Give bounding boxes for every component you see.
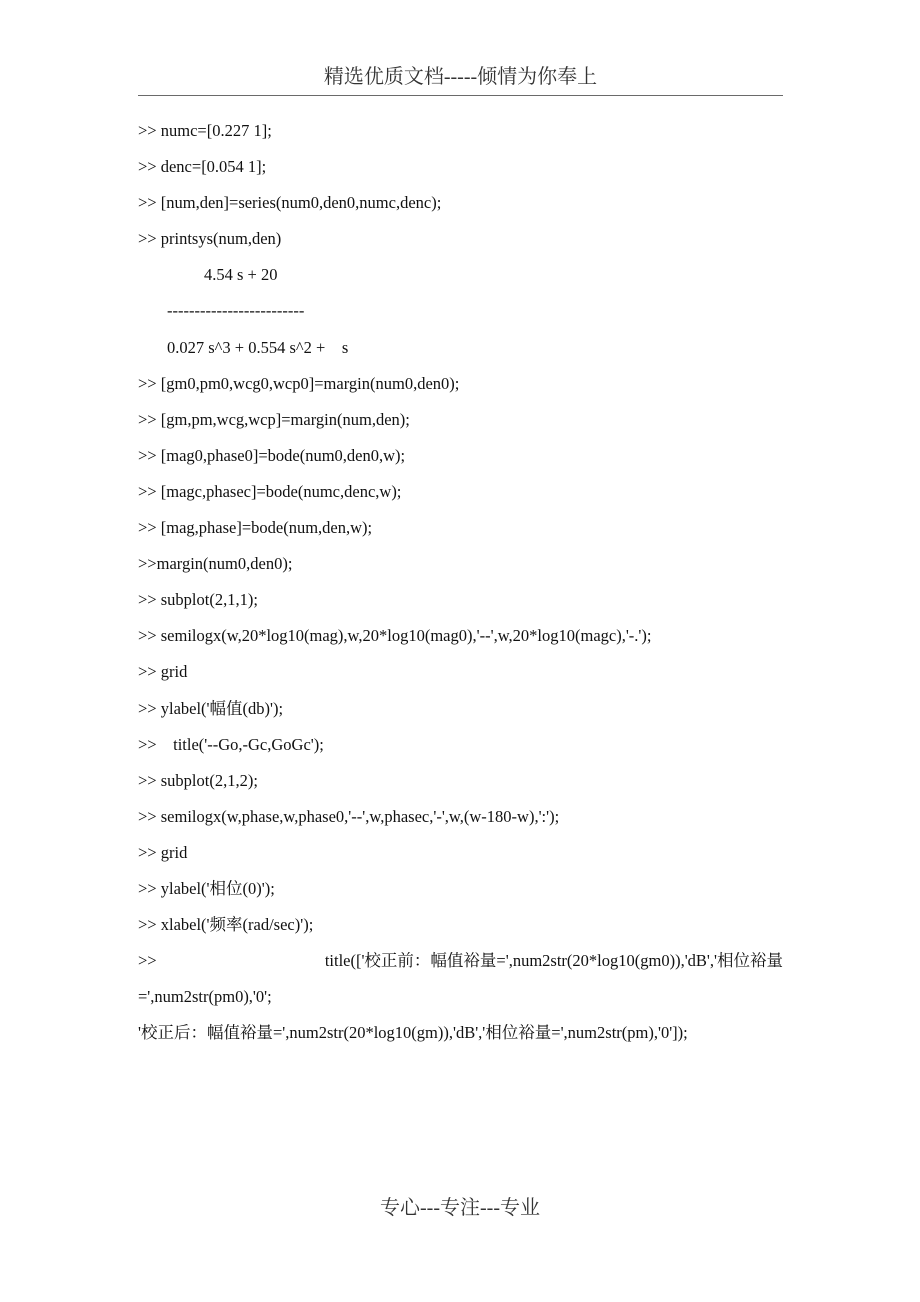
code-line: >> title('--Go,-Gc,GoGc'); bbox=[138, 734, 324, 754]
code-line: >> printsys(num,den) bbox=[138, 229, 282, 249]
code-line: >> [num,den]=series(num0,den0,numc,denc); bbox=[138, 193, 442, 213]
code-line: >> ylabel('相位(0)'); bbox=[138, 878, 275, 898]
code-line: >> grid bbox=[138, 662, 188, 682]
code-line: >> subplot(2,1,1); bbox=[138, 590, 258, 610]
code-line: >> denc=[0.054 1]; bbox=[138, 157, 267, 177]
title-command-text: title(['校正前：幅值裕量=',num2str(20*log10(gm0)),'dB','相位裕量 bbox=[324, 951, 783, 971]
code-line: >> [mag0,phase0]=bode(num0,den0,w); bbox=[138, 445, 406, 465]
code-line: >> [gm,pm,wcg,wcp]=margin(num,den); bbox=[138, 409, 410, 429]
page-footer: 专心---专注---专业 bbox=[380, 1197, 540, 1219]
code-continuation-line: '校正后：幅值裕量=',num2str(20*log10(gm)),'dB','相位裕量=',num2str(pm),'0']); bbox=[138, 1023, 688, 1043]
title-code-line bbox=[138, 943, 783, 979]
code-line: >> semilogx(w,20*log10(mag),w,20*log10(mag0),'--',w,20*log10(magc),'-.'); bbox=[138, 626, 652, 646]
transfer-function-fraction-bar: ------------------------- bbox=[167, 301, 305, 321]
code-line: >> [mag,phase]=bode(num,den,w); bbox=[138, 518, 373, 538]
code-line: >> semilogx(w,phase,w,phase0,'--',w,phasec,'-',w,(w-180-w),':'); bbox=[138, 806, 560, 826]
code-continuation-line: =',num2str(pm0),'0'; bbox=[138, 987, 272, 1007]
code-line: >> [magc,phasec]=bode(numc,denc,w); bbox=[138, 481, 402, 501]
header-divider bbox=[138, 95, 783, 96]
transfer-function-denominator: 0.027 s^3 + 0.554 s^2 + s bbox=[167, 337, 349, 357]
code-line: >> grid bbox=[138, 842, 188, 862]
code-line: >>margin(num0,den0); bbox=[138, 554, 293, 574]
code-line: >> xlabel('频率(rad/sec)'); bbox=[138, 915, 314, 935]
code-line: >> numc=[0.227 1]; bbox=[138, 121, 272, 140]
code-line: >> ylabel('幅值(db)'); bbox=[138, 698, 284, 718]
matlab-code-listing bbox=[138, 113, 783, 1051]
code-line: >> subplot(2,1,2); bbox=[138, 770, 258, 790]
prompt-symbol: >> bbox=[138, 951, 157, 971]
page-header: 精选优质文档-----倾情为你奉上 bbox=[323, 66, 598, 88]
code-line: >> [gm0,pm0,wcg0,wcp0]=margin(num0,den0); bbox=[138, 373, 460, 393]
transfer-function-numerator: 4.54 s + 20 bbox=[204, 265, 278, 285]
